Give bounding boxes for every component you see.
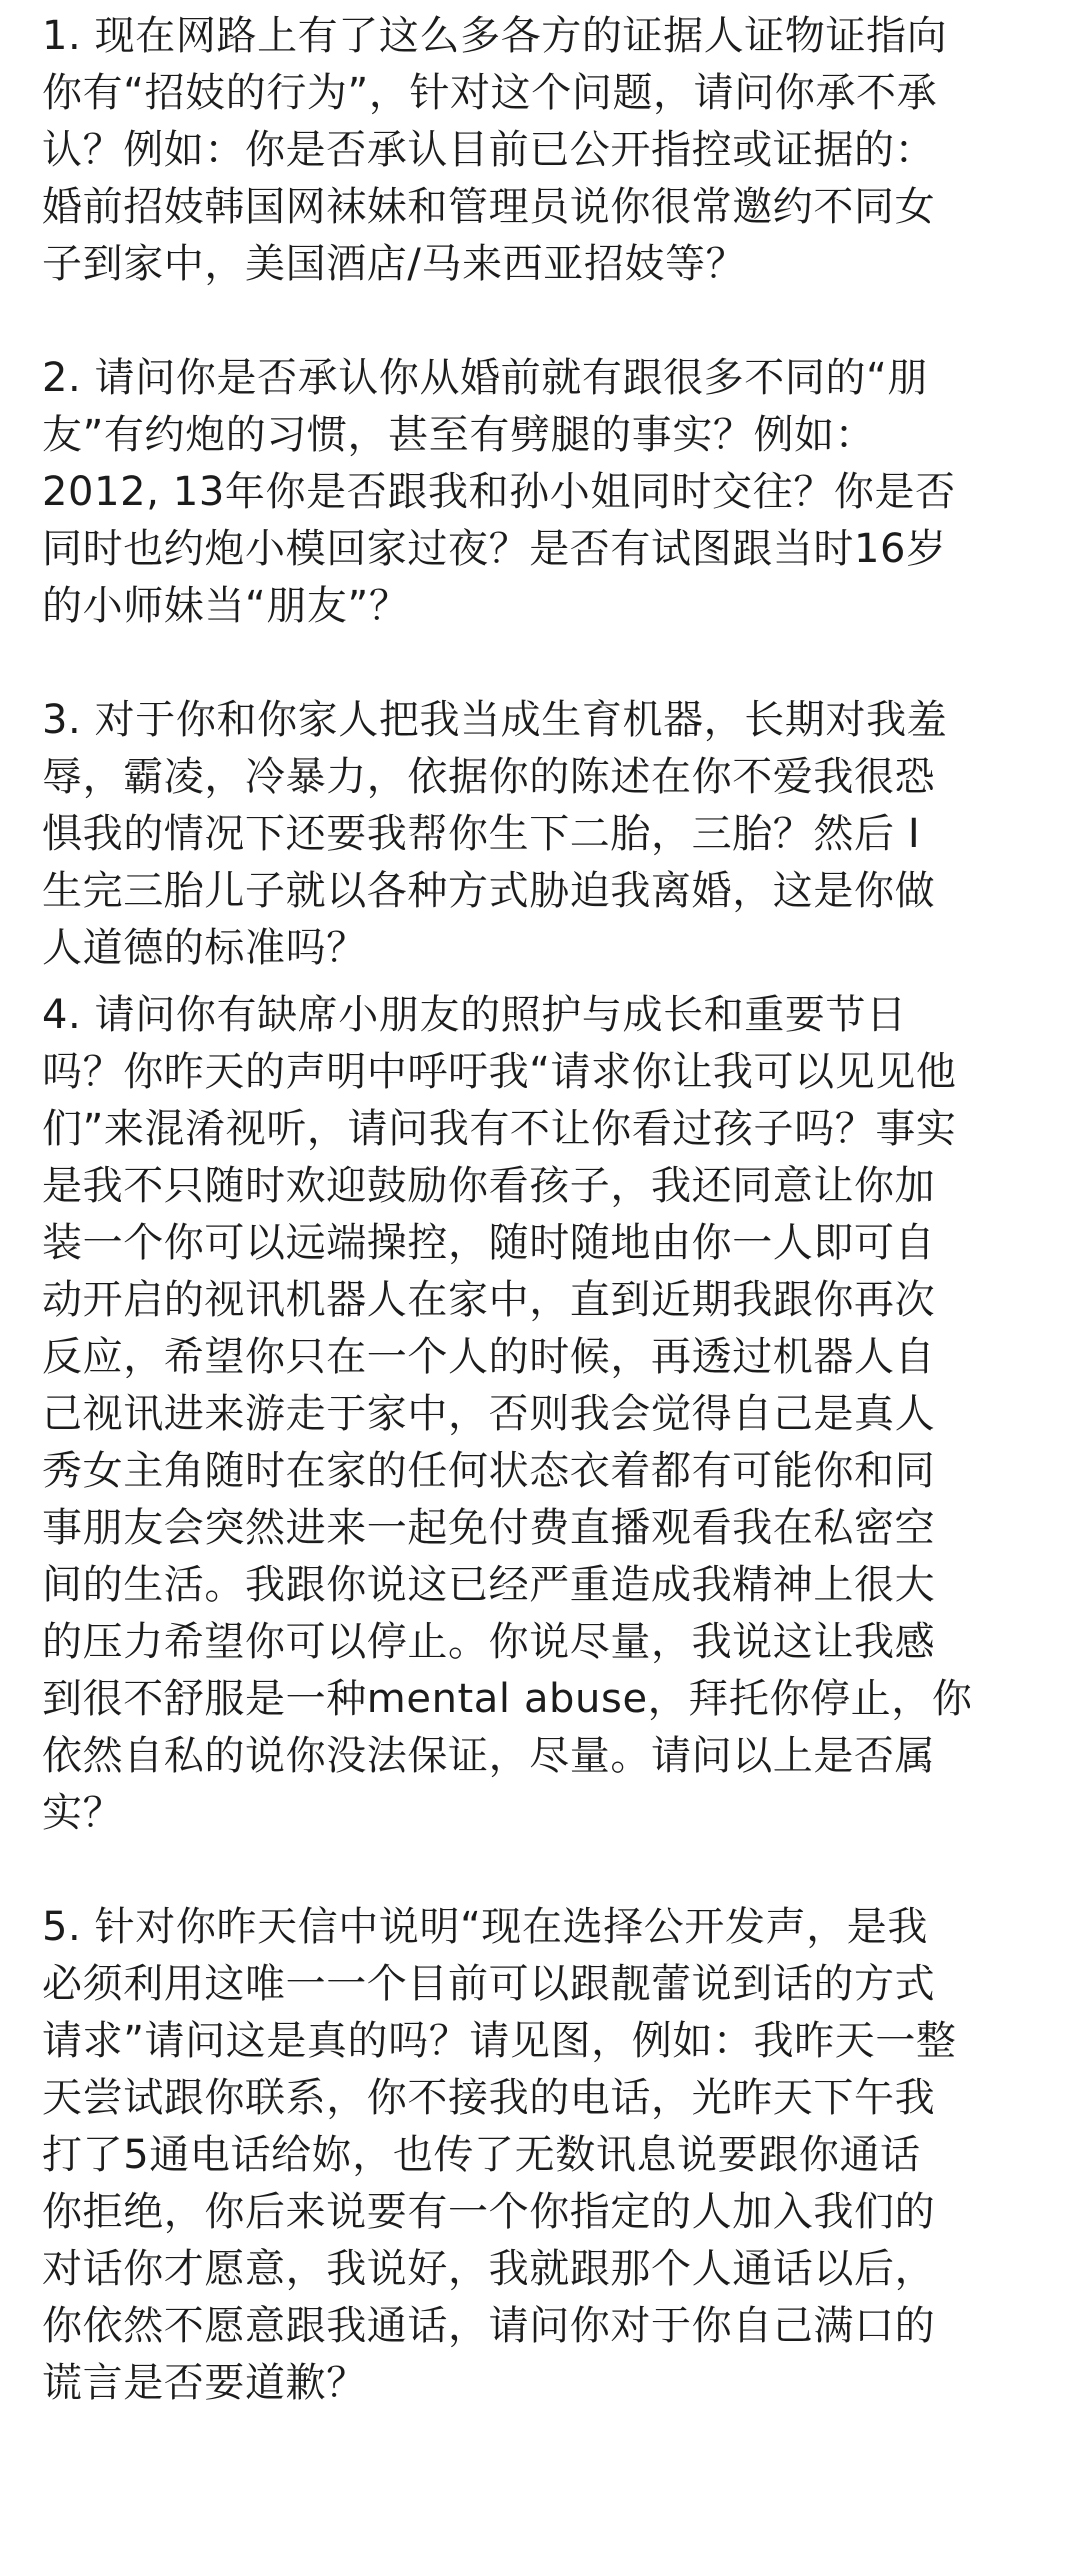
text-line: 人道德的标准吗？ bbox=[42, 925, 367, 971]
text-line: 装一个你可以远端操控，随时随地由你一人即可自 bbox=[42, 1220, 936, 1266]
text-line: 生完三胎儿子就以各种方式胁迫我离婚，这是你做 bbox=[42, 868, 936, 914]
text-line: 间的生活。我跟你说这已经严重造成我精神上很大 bbox=[42, 1562, 936, 1608]
text-line: 惧我的情况下还要我帮你生下二胎，三胎？然后 I bbox=[42, 811, 921, 857]
text-line: 婚前招妓韩国网袜妹和管理员说你很常邀约不同女 bbox=[42, 184, 936, 230]
paragraph-spacer bbox=[42, 635, 1052, 692]
text-line: 打了5通电话给妳，也传了无数讯息说要跟你通话 bbox=[42, 2132, 921, 2178]
paragraph-1 bbox=[42, 8, 1052, 293]
text-line: 请求”请问这是真的吗？请见图，例如：我昨天一整 bbox=[42, 2018, 957, 2064]
text-line: 你拒绝，你后来说要有一个你指定的人加入我们的 bbox=[42, 2189, 936, 2235]
text-line: 4. 请问你有缺席小朋友的照护与成长和重要节日 bbox=[42, 992, 907, 1038]
paragraph-spacer bbox=[42, 293, 1052, 350]
paragraph-5 bbox=[42, 1899, 1052, 2412]
text-line: 3. 对于你和你家人把我当成生育机器，长期对我羞 bbox=[42, 697, 948, 743]
text-line: 认？例如：你是否承认目前已公开指控或证据的： bbox=[42, 127, 936, 173]
text-line: 动开启的视讯机器人在家中，直到近期我跟你再次 bbox=[42, 1277, 936, 1323]
text-line: 友”有约炮的习惯，甚至有劈腿的事实？例如： bbox=[42, 412, 876, 458]
text-line: 辱，霸凌，冷暴力，依据你的陈述在你不爱我很恐 bbox=[42, 754, 936, 800]
text-line: 到很不舒服是一种mental abuse，拜托你停止，你 bbox=[42, 1676, 973, 1722]
paragraph-2 bbox=[42, 350, 1052, 635]
text-line: 依然自私的说你没法保证，尽量。请问以上是否属 bbox=[42, 1733, 936, 1779]
text-line: 反应，希望你只在一个人的时候，再透过机器人自 bbox=[42, 1334, 936, 1380]
text-line: 子到家中，美国酒店/马来西亚招妓等？ bbox=[42, 241, 747, 287]
text-line: 的小师妹当“朋友”？ bbox=[42, 583, 410, 629]
text-line: 对话你才愿意，我说好，我就跟那个人通话以后， bbox=[42, 2246, 936, 2292]
paragraph-spacer bbox=[42, 1842, 1052, 1899]
text-line: 事朋友会突然进来一起免付费直播观看我在私密空 bbox=[42, 1505, 936, 1551]
text-line: 的压力希望你可以停止。你说尽量，我说这让我感 bbox=[42, 1619, 936, 1665]
text-line: 同时也约炮小模回家过夜？是否有试图跟当时16岁 bbox=[42, 526, 947, 572]
text-line: 谎言是否要道歉？ bbox=[42, 2360, 367, 2406]
document-body bbox=[42, 8, 1052, 2412]
text-line: 5. 针对你昨天信中说明“现在选择公开发声，是我 bbox=[42, 1904, 929, 1950]
text-line: 2. 请问你是否承认你从婚前就有跟很多不同的“朋 bbox=[42, 355, 929, 401]
paragraph-spacer bbox=[42, 977, 1052, 987]
text-line: 们”来混淆视听，请问我有不让你看过孩子吗？事实 bbox=[42, 1106, 957, 1152]
text-line: 必须利用这唯一一个目前可以跟靓蕾说到话的方式 bbox=[42, 1961, 936, 2007]
text-line: 你有“招妓的行为”，针对这个问题，请问你承不承 bbox=[42, 70, 938, 116]
text-line: 秀女主角随时在家的任何状态衣着都有可能你和同 bbox=[42, 1448, 936, 1494]
text-line: 实？ bbox=[42, 1790, 124, 1836]
paragraph-4 bbox=[42, 987, 1052, 1842]
text-line: 2012, 13年你是否跟我和孙小姐同时交往？你是否 bbox=[42, 469, 956, 515]
paragraph-3 bbox=[42, 692, 1052, 977]
text-line: 是我不只随时欢迎鼓励你看孩子，我还同意让你加 bbox=[42, 1163, 936, 1209]
text-line: 吗？你昨天的声明中呼吁我“请求你让我可以见见他 bbox=[42, 1049, 957, 1095]
text-line: 1. 现在网路上有了这么多各方的证据人证物证指向 bbox=[42, 13, 948, 59]
text-line: 天尝试跟你联系，你不接我的电话，光昨天下午我 bbox=[42, 2075, 936, 2121]
text-line: 你依然不愿意跟我通话，请问你对于你自己满口的 bbox=[42, 2303, 936, 2349]
text-line: 己视讯进来游走于家中，否则我会觉得自己是真人 bbox=[42, 1391, 936, 1437]
